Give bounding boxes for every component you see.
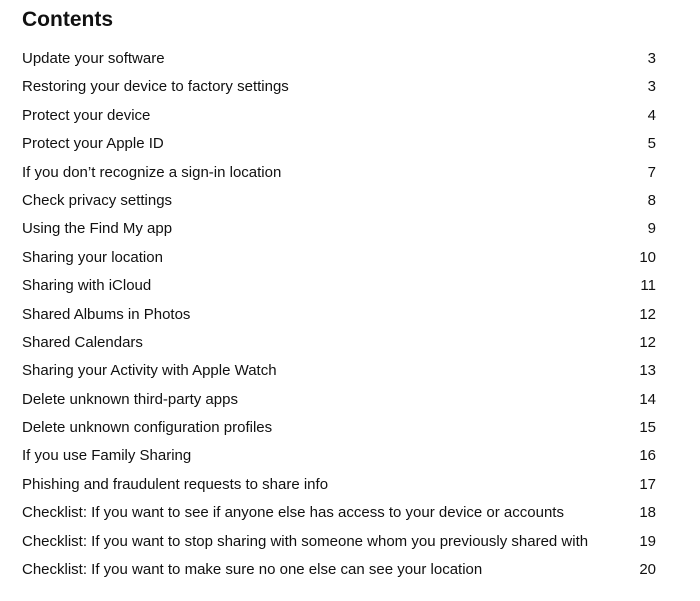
toc-entry-title[interactable]: Restoring your device to factory settings bbox=[22, 78, 289, 96]
toc-entry[interactable] bbox=[22, 187, 656, 215]
toc-entry[interactable] bbox=[22, 471, 656, 499]
toc-entry-title[interactable]: Using the Find My app bbox=[22, 220, 173, 238]
toc-entry[interactable] bbox=[22, 357, 656, 385]
toc-entry-page-number[interactable]: 14 bbox=[639, 390, 656, 408]
toc-entry[interactable] bbox=[22, 556, 656, 584]
table-of-contents bbox=[22, 45, 656, 584]
toc-entry-title[interactable]: Shared Calendars bbox=[22, 333, 143, 351]
toc-entry-title[interactable]: Checklist: If you want to make sure no one else can see your location bbox=[22, 561, 483, 579]
toc-entry[interactable] bbox=[22, 528, 656, 556]
toc-entry-title[interactable]: Protect your Apple ID bbox=[22, 135, 164, 153]
toc-entry[interactable] bbox=[22, 159, 656, 187]
toc-entry-title[interactable]: Delete unknown third-party apps bbox=[22, 390, 238, 408]
toc-entry-title[interactable]: Check privacy settings bbox=[22, 191, 173, 209]
toc-entry-page-number[interactable]: 12 bbox=[639, 333, 656, 351]
toc-entry-page-number[interactable]: 12 bbox=[639, 305, 656, 323]
toc-entry[interactable] bbox=[22, 414, 656, 442]
toc-entry-page-number[interactable]: 19 bbox=[639, 532, 656, 550]
toc-entry[interactable] bbox=[22, 272, 656, 300]
toc-entry-title[interactable]: Sharing your location bbox=[22, 248, 163, 266]
toc-entry-page-number[interactable]: 7 bbox=[647, 163, 656, 181]
toc-entry-page-number[interactable]: 3 bbox=[647, 50, 656, 67]
toc-entry-page-number[interactable]: 5 bbox=[647, 135, 656, 153]
toc-entry-title[interactable]: Phishing and fraudulent requests to share info bbox=[22, 475, 329, 493]
toc-entry-page-number[interactable]: 11 bbox=[640, 277, 656, 295]
toc-entry-title[interactable]: Sharing with iCloud bbox=[22, 277, 152, 295]
toc-entry[interactable] bbox=[22, 102, 656, 130]
toc-entry[interactable] bbox=[22, 130, 656, 158]
toc-entry-page-number[interactable]: 10 bbox=[639, 248, 656, 266]
toc-entry-page-number[interactable]: 17 bbox=[639, 475, 656, 493]
toc-entry-title[interactable]: Checklist: If you want to see if anyone else has access to your device or accounts bbox=[22, 504, 564, 522]
toc-entry-page-number[interactable]: 15 bbox=[639, 419, 656, 437]
toc-entry-title[interactable]: Delete unknown configuration profiles bbox=[22, 419, 273, 437]
toc-entry[interactable] bbox=[22, 499, 656, 527]
toc-entry-page-number[interactable]: 16 bbox=[639, 447, 656, 465]
toc-entry-page-number[interactable]: 8 bbox=[647, 191, 656, 209]
toc-entry[interactable] bbox=[22, 301, 656, 329]
toc-entry-title[interactable]: Checklist: If you want to stop sharing with someone whom you previously shared with bbox=[22, 532, 589, 550]
toc-entry-title[interactable]: Protect your device bbox=[22, 106, 151, 124]
contents-heading: Contents bbox=[22, 8, 113, 31]
toc-entry[interactable] bbox=[22, 45, 656, 73]
toc-entry-page-number[interactable]: 9 bbox=[647, 220, 656, 238]
toc-entry-title[interactable]: Update your software bbox=[22, 50, 165, 67]
toc-entry-page-number[interactable]: 13 bbox=[639, 362, 656, 380]
toc-entry-title[interactable]: Sharing your Activity with Apple Watch bbox=[22, 362, 277, 380]
toc-entry-page-number[interactable]: 3 bbox=[647, 78, 656, 96]
toc-entry[interactable] bbox=[22, 329, 656, 357]
toc-entry-title[interactable]: Shared Albums in Photos bbox=[22, 305, 191, 323]
toc-entry[interactable] bbox=[22, 215, 656, 243]
toc-entry-page-number[interactable]: 18 bbox=[639, 504, 656, 522]
toc-entry[interactable] bbox=[22, 73, 656, 101]
toc-entry-page-number[interactable]: 4 bbox=[647, 106, 656, 124]
toc-entry-page-number[interactable]: 20 bbox=[639, 561, 656, 579]
toc-entry-title[interactable]: If you use Family Sharing bbox=[22, 447, 192, 465]
toc-entry[interactable] bbox=[22, 442, 656, 470]
toc-entry-title[interactable]: If you don’t recognize a sign-in location bbox=[22, 163, 282, 181]
toc-entry[interactable] bbox=[22, 244, 656, 272]
toc-entry[interactable] bbox=[22, 386, 656, 414]
